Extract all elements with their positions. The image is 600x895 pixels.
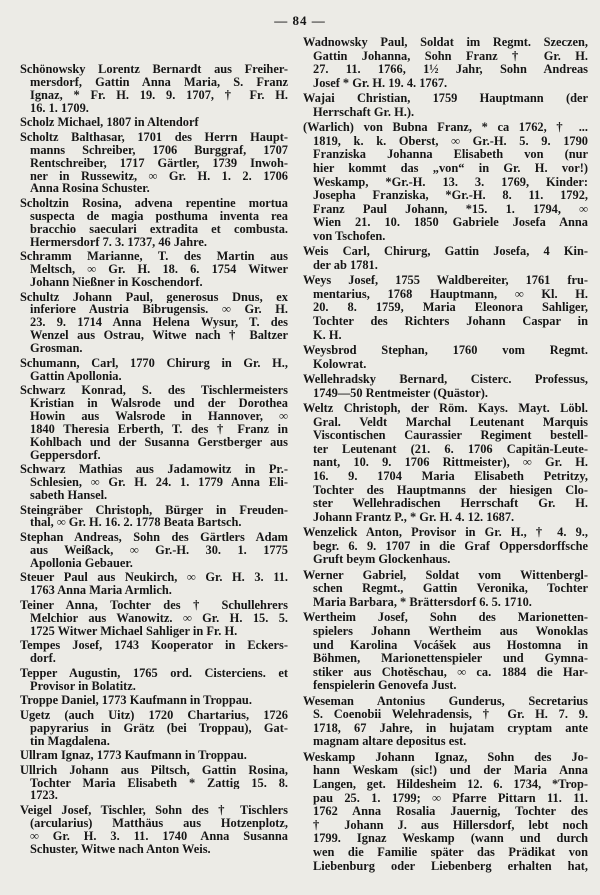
entry-line: Johann Nießner in Koschendorf.: [30, 276, 203, 289]
entry-line: 20. 8. 1759, Maria Eleonora Sahliger,: [313, 301, 588, 315]
entry-line: 1840 Theresia Erberth, T. des † Franz in: [30, 422, 288, 436]
entry-heading-line: Wellehradsky Bernard, Cisterc. Professus,: [303, 373, 588, 387]
entry-line: hier kommt das „von“ in Gr. H. vor!): [313, 161, 588, 175]
entry-line: Gattin Johanna, Sohn Franz † Gr. H.: [313, 49, 588, 63]
entry-heading-line: Teiner Anna, Tochter des † Schullehrers: [20, 598, 288, 612]
register-entry: [303, 569, 588, 610]
entry-line: dorf.: [30, 652, 56, 666]
entry-line: begr. 6. 9. 1707 in die Graf Oppersdorffsche: [313, 539, 588, 553]
register-entry: [20, 463, 288, 502]
entry-line: pau 25. 1. 1799; ∞ Pfarre Pittarn 11. 11.: [313, 791, 588, 805]
register-entry: [303, 274, 588, 342]
register-entry: [20, 250, 288, 289]
register-entry: [303, 344, 588, 371]
register-entry: [303, 526, 588, 567]
entry-heading-line: Ugetz (auch Uitz) 1720 Chartarius, 1726: [20, 708, 288, 722]
entry-line: Schuster, Witwe nach Anton Weis.: [30, 842, 211, 856]
entry-line: Böhmen, Marionettenspieler und Gymna-: [313, 652, 588, 666]
entry-line: Kolowrat.: [313, 357, 367, 371]
entry-line: ner in Russewitz, ∞ Gr. H. 1. 2. 1706: [30, 169, 288, 183]
entry-line: Langen, get. Hildesheim 12. 6. 1734, *Trop-: [313, 778, 588, 792]
entry-line: Gral. Veldt Marchal Leutenant Marquis: [313, 415, 588, 429]
register-entry: [20, 571, 288, 597]
entry-line: mentarius, 1768 Hauptmann, ∞ Kl. H.: [313, 287, 588, 301]
entry-line: ter Leutenant (21. 6. 1706 Capitän-Leute-: [313, 442, 588, 456]
entry-line: der ab 1781.: [313, 258, 378, 272]
entry-heading-line: Weskamp Johann Ignaz, Sohn des Jo-: [303, 750, 588, 764]
register-entry: [20, 599, 288, 638]
register-entry: [20, 639, 288, 665]
register-entry: [20, 197, 288, 249]
entry-heading-line: Schönowsky Lorentz Bernardt aus Freiher-: [20, 63, 288, 76]
entry-line: Kohlbach und der Susanna Gerstberger aus: [30, 435, 288, 449]
entry-line: sabeth Hansel.: [30, 489, 108, 502]
entry-heading-line: Weysbrod Stephan, 1760 vom Regmt.: [303, 344, 588, 358]
entry-line: mersdorf, Gattin Anna Maria, S. Franz: [30, 75, 288, 89]
entry-line: Wenzel aus Ostrau, Witwe nach † Baltzer: [30, 329, 288, 343]
entry-heading-line: Schramm Marianne, T. des Martin aus: [20, 250, 288, 264]
register-entry: [20, 804, 288, 856]
entry-line: papyrarius in Grätz (bei Troppau), Gat-: [30, 721, 288, 735]
entry-heading-line: Weltz Christoph, der Röm. Kays. Mayt. Löbl.: [303, 402, 588, 416]
register-entry: [20, 694, 288, 707]
entry-heading-line: Scholtz Balthasar, 1701 des Herrn Haupt-: [20, 130, 288, 144]
register-entry: [303, 36, 588, 90]
entry-heading-line: Ullram Ignaz, 1773 Kaufmann in Troppau.: [20, 749, 247, 762]
right-column: [303, 36, 588, 875]
entry-line: spielers Johann Wertheim aus Wonoklas: [313, 624, 588, 638]
register-entry: [20, 531, 288, 570]
entry-line: bracchio saeculari extradita et combusta.: [30, 222, 288, 236]
entry-line: Tochter Maria Elisabeth * Zattig 15. 8.: [30, 776, 288, 790]
entry-line: 23. 9. 1714 Anna Helena Wysur, T. des: [30, 316, 288, 330]
entry-heading-line: Veigel Josef, Tischler, Sohn des † Tischlers: [20, 804, 288, 817]
entry-heading-line: Steuer Paul aus Neukirch, ∞ Gr. H. 3. 11.: [20, 571, 288, 585]
register-entry: [20, 116, 288, 129]
entry-heading-line: Wenzelick Anton, Provisor in Gr. H., † 4. 9.,: [303, 526, 588, 540]
entry-line: Rentschreiber, 1717 Gärtler, 1739 Inwoh-: [30, 156, 288, 170]
entry-line: 16. 9. 1704 Maria Elisabeth Petritzy,: [313, 469, 588, 483]
entry-line: Melchior aus Wanowitz. ∞ Gr. H. 15. 5.: [30, 611, 288, 625]
register-entry: [20, 63, 288, 115]
entry-line: wen die Familie später das Prädikat von: [313, 846, 588, 859]
entry-line: Franziska Johanna Elisabeth von (nur: [313, 148, 588, 162]
entry-line: 16. 1. 1709.: [30, 101, 89, 115]
entry-line: † Johann J. aus Hillersdorf, lebt noch: [313, 818, 588, 832]
entry-line: Gruft beym Glockenhaus.: [313, 553, 451, 567]
entry-line: Grosman.: [30, 342, 83, 356]
entry-line: 1723.: [30, 789, 58, 803]
entry-heading-line: Schwarz Mathias aus Jadamowitz in Pr.-: [20, 463, 288, 477]
entry-line: aus Weißack, ∞ Gr.-H. 30. 1. 1775: [30, 543, 288, 557]
entry-line: inferiore Austria Bibrugensis. ∞ Gr. H.: [30, 303, 288, 317]
entry-heading-line: Steingräber Christoph, Bürger in Freuden-: [20, 503, 288, 517]
page-number: — 84 —: [274, 13, 326, 28]
register-entry: [303, 373, 588, 400]
entry-line: Johann Frantz P., * Gr. H. 4. 12. 1687.: [313, 510, 515, 524]
entry-line: Franz Paul Johann, *15. 1. 1794, ∞: [313, 202, 588, 216]
entry-line: tin Magdalena.: [30, 734, 110, 748]
entry-heading-line: Wertheim Josef, Sohn des Marionetten-: [303, 611, 588, 625]
entry-line: Hermersdorf 7. 3. 1737, 46 Jahre.: [30, 235, 207, 249]
entry-line: S. Coenobii Welehradensis, † Gr. H. 7. 9.: [313, 708, 588, 722]
entry-heading-line: Wadnowsky Paul, Soldat im Regmt. Szeczen,: [303, 36, 588, 49]
entry-line: Tochter des Richters Johann Caspar in: [313, 315, 588, 329]
register-entry: [20, 357, 288, 383]
entry-line: Kristian in Walsrode und der Dorothea: [30, 397, 288, 410]
entry-line: Tochter des Hauptmanns der hiesigen Clo-: [313, 483, 588, 497]
register-entry: [20, 384, 288, 461]
entry-heading-line: Weis Carl, Chirurg, Gattin Josefa, 4 Kin-: [303, 245, 588, 259]
entry-heading-line: Schwarz Konrad, S. des Tischlermeisters: [20, 384, 288, 398]
entry-line: Anna Rosina Schuster.: [30, 182, 150, 196]
entry-line: ster Wellehradischen Herrschaft Gr. H.: [313, 497, 588, 511]
register-entry: [20, 764, 288, 803]
left-column: [20, 63, 288, 857]
entry-line: Maria Barbara, * Brättersdorf 6. 5. 1710.: [313, 595, 532, 609]
register-entry: [303, 695, 588, 749]
entry-line: Josef * Gr. H. 19. 4. 1767.: [313, 76, 448, 90]
entry-line: 1718, 67 Jahre, in hujatam cryptam ante: [313, 721, 588, 735]
entry-line: Howin aus Walsrode in Hannover, ∞: [30, 409, 288, 423]
entry-line: Meltsch, ∞ Gr. H. 18. 6. 1754 Witwer: [30, 263, 288, 276]
register-entry: [303, 751, 588, 873]
entry-line: suspecta de magia posthuma inventa rea: [30, 209, 288, 223]
entry-heading-line: Werner Gabriel, Soldat vom Wittenbergl-: [303, 568, 588, 582]
entry-line: schen Regmt., Gattin Veronika, Tochter: [313, 582, 588, 596]
entry-line: stiker aus Chotěschau, ∞ ca. 1884 die Har-: [313, 665, 588, 679]
entry-line: 1763 Anna Maria Armlich.: [30, 584, 172, 598]
entry-line: (arcularius) Matthäus aus Hotzenplotz,: [30, 816, 288, 830]
entry-line: 1749—50 Rentmeister (Quästor).: [313, 386, 488, 400]
register-entry: [303, 402, 588, 524]
register-entry: [303, 245, 588, 272]
entry-heading-line: Scholtzin Rosina, advena repentine mortua: [20, 196, 288, 210]
entry-heading-line: Schumann, Carl, 1770 Chirurg in Gr. H.,: [20, 356, 288, 370]
entry-line: 27. 11. 1766, 1½ Jahr, Sohn Andreas: [313, 63, 588, 77]
entry-line: Josepha Franziska, *Gr.-H. 8. 11. 1792,: [313, 189, 588, 203]
register-entry: [20, 291, 288, 355]
entry-heading-line: Schultz Johann Paul, generosus Dnus, ex: [20, 290, 288, 304]
register-entry: [20, 131, 288, 195]
entry-line: Geppersdorf.: [30, 448, 101, 462]
entry-line: Ignaz, * Fr. H. 19. 9. 1707, † Fr. H.: [30, 88, 288, 102]
entry-heading-line: Weys Josef, 1755 Waldbereiter, 1761 fru-: [303, 274, 588, 288]
entry-line: von Tschofen.: [313, 229, 386, 243]
entry-line: thal, ∞ Gr. H. 16. 2. 1778 Beata Bartsch.: [30, 516, 242, 530]
register-entry: [303, 121, 588, 243]
register-entry: [20, 749, 288, 762]
entry-line: Herrschaft Gr. H.).: [313, 105, 415, 119]
entry-heading-line: Scholz Michael, 1807 in Altendorf: [20, 116, 199, 130]
entry-heading-line: Wajai Christian, 1759 Hauptmann (der: [303, 92, 588, 106]
entry-line: 1819, k. k. Oberst, ∞ Gr.-H. 5. 9. 1790: [313, 134, 588, 148]
register-entry: [20, 504, 288, 530]
entry-heading-line: Stephan Andreas, Sohn des Gärtlers Adam: [20, 531, 288, 544]
register-entry: [20, 709, 288, 748]
entry-line: manns Schreiber, 1706 Burggraf, 1707: [30, 143, 288, 157]
entry-line: Wien 21. 10. 1850 Gabriele Josefa Anna: [313, 216, 588, 230]
entry-line: Liebenburg oder Liebenberg erhalten hat,: [313, 859, 588, 873]
entry-line: und Karolina Vocášek aus Hostomna in: [313, 638, 588, 652]
entry-line: Viscontischen Caurassier Regiment bestell-: [313, 429, 588, 443]
entry-line: 1725 Witwer Michael Sahliger in Fr. H.: [30, 624, 238, 638]
register-entry: [303, 92, 588, 119]
entry-line: hann Weskam (sic!) und der Maria Anna: [313, 764, 588, 778]
entry-line: Apollonia Gebauer.: [30, 556, 133, 570]
entry-line: Weskamp, *Gr.-H. 13. 3. 1769, Kinder:: [313, 175, 588, 189]
entry-line: Provisor in Bolatitz.: [30, 679, 136, 693]
entry-line: magnam altare depositus est.: [313, 735, 467, 749]
entry-line: nant, 10. 9. 1706 Rittmeister), ∞ Gr. H.: [313, 456, 588, 470]
entry-heading-line: (Warlich) von Bubna Franz, * ca 1762, † ...: [303, 121, 588, 135]
entry-line: 1762 Anna Rosalia Jauernig, Tochter des: [313, 805, 588, 819]
entry-heading-line: Tepper Augustin, 1765 ord. Cisterciens. et: [20, 666, 288, 680]
entry-heading-line: Weseman Antonius Gunderus, Secretarius: [303, 694, 588, 708]
entry-heading-line: Troppe Daniel, 1773 Kaufmann in Troppau.: [20, 694, 252, 708]
entry-line: Schlesien, ∞ Gr. H. 24. 1. 1779 Anna Eli-: [30, 476, 288, 489]
entry-line: K. H.: [313, 328, 342, 342]
entry-heading-line: Tempes Josef, 1743 Kooperator in Eckers-: [20, 639, 288, 653]
entry-line: fenspielerin Genovefa Just.: [313, 679, 457, 693]
entry-heading-line: Ullrich Johann aus Piltsch, Gattin Rosina,: [20, 763, 288, 777]
register-entry: [303, 611, 588, 693]
entry-line: Gattin Apollonia.: [30, 369, 122, 383]
register-entry: [20, 667, 288, 693]
entry-line: 1799. Ignaz Weskamp (wann und durch: [313, 832, 588, 846]
entry-line: ∞ Gr. H. 3. 11. 1740 Anna Susanna: [30, 829, 288, 843]
